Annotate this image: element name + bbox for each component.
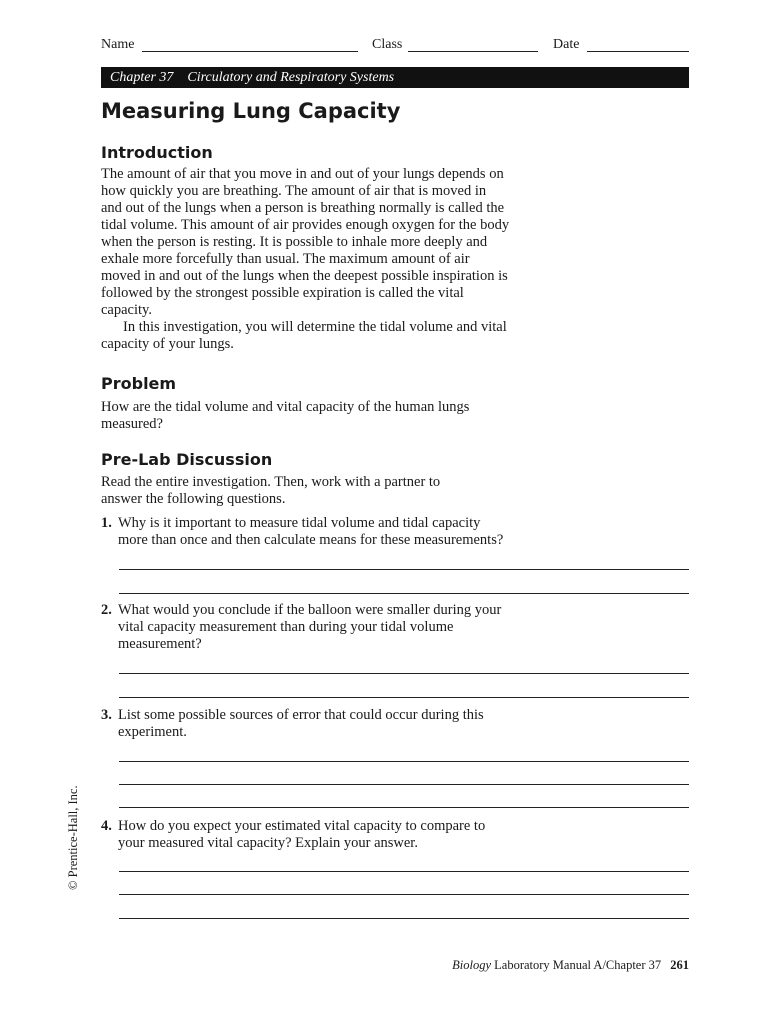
question-number: 4. [101, 818, 112, 834]
question-text: Why is it important to measure tidal volume and tidal capacity more than once and then calculate means for these measurements? [118, 515, 504, 548]
page-number: 261 [670, 958, 689, 972]
page-footer [452, 958, 689, 973]
page-title: Measuring Lung Capacity [101, 99, 401, 123]
student-info-row [101, 36, 689, 56]
prelab-text: Read the entire investigation. Then, work with a partner to answer the following questions. [101, 474, 441, 507]
question-number: 1. [101, 515, 112, 531]
answer-line[interactable] [119, 761, 689, 762]
answer-line[interactable] [119, 569, 689, 570]
introduction-text: The amount of air that you move in and out of your lungs depends on how quickly you are breathing. The amount of air that is moved in and out of the lungs when a person is breathing normally is called the tidal volume. This amount of air provides enough oxygen for the body when the person is resting. It is possible to inhale more deeply and exhale more forcefully than usual. The maximum amount of air moved in and out of the lungs when the deepest possible inspiration is followed by the strongest possible expiration is called the vital capacity. In this investigation, you will determine the tidal volume and vital capacity of your lungs. [101, 166, 510, 352]
question-text: What would you conclude if the balloon were smaller during your vital capacity measurement than during your tidal volume measurement? [118, 602, 502, 652]
question-number: 3. [101, 707, 112, 723]
question-text: List some possible sources of error that could occur during this experiment. [118, 707, 484, 740]
problem-heading: Problem [101, 374, 177, 393]
date-label: Date [553, 37, 580, 52]
question-number: 2. [101, 602, 112, 618]
chapter-bar [101, 67, 689, 88]
copyright-notice: © Prentice-Hall, Inc. [66, 785, 80, 890]
name-field[interactable] [142, 51, 358, 52]
problem-text: How are the tidal volume and vital capacity of the human lungs measured? [101, 399, 470, 432]
name-label: Name [101, 37, 135, 52]
answer-line[interactable] [119, 894, 689, 895]
answer-line[interactable] [119, 697, 689, 698]
answer-line[interactable] [119, 807, 689, 808]
date-field[interactable] [587, 51, 689, 52]
answer-line[interactable] [119, 784, 689, 785]
introduction-heading: Introduction [101, 143, 213, 162]
class-field[interactable] [408, 51, 538, 52]
answer-line[interactable] [119, 918, 689, 919]
question-text: How do you expect your estimated vital capacity to compare to your measured vital capacity? Explain your answer. [118, 818, 486, 851]
class-label: Class [372, 37, 403, 52]
chapter-number: Chapter 37 [110, 70, 174, 85]
answer-line[interactable] [119, 673, 689, 674]
answer-line[interactable] [119, 593, 689, 594]
footer-manual: Laboratory Manual A/Chapter 37 [494, 958, 662, 972]
prelab-heading: Pre-Lab Discussion [101, 450, 273, 469]
chapter-topic: Circulatory and Respiratory Systems [187, 70, 395, 85]
footer-book: Biology [452, 958, 492, 972]
answer-line[interactable] [119, 871, 689, 872]
